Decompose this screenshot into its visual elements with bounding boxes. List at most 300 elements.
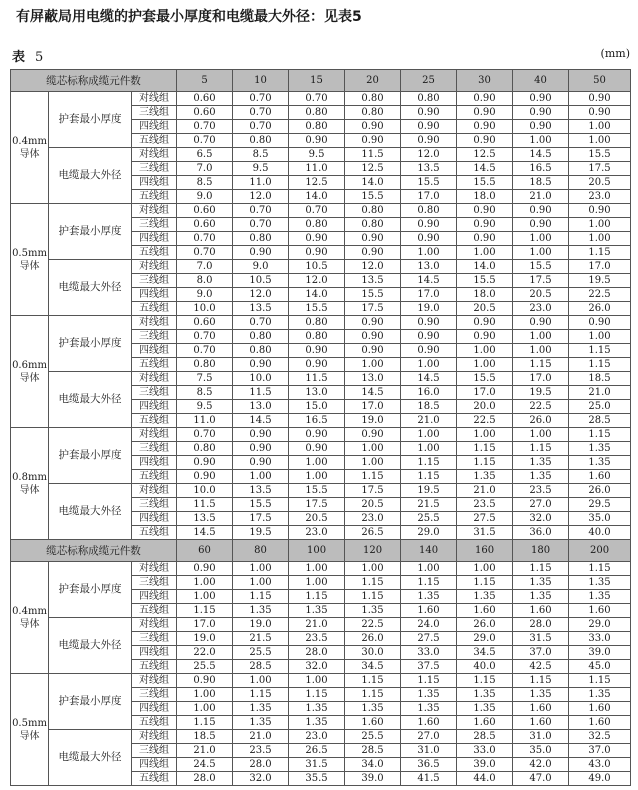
value-cell: 1.00 [569,330,631,344]
sheath-thickness-label: 护套最小厚度 [49,316,132,372]
value-cell: 25.5 [177,660,233,674]
value-cell: 1.00 [401,246,457,260]
group-type: 四线组 [132,120,177,134]
value-cell: 1.15 [289,590,345,604]
value-cell: 18.0 [457,190,513,204]
value-cell: 0.90 [233,442,289,456]
value-cell: 1.00 [289,576,345,590]
value-cell: 37.0 [513,646,569,660]
table-row [11,260,631,274]
value-cell: 36.5 [401,758,457,772]
value-cell: 25.0 [569,400,631,414]
value-cell: 0.70 [233,316,289,330]
value-cell: 12.5 [345,162,401,176]
value-cell: 1.00 [457,246,513,260]
value-cell: 1.15 [401,470,457,484]
group-type: 三线组 [132,632,177,646]
value-cell: 0.90 [177,470,233,484]
value-cell: 0.90 [513,316,569,330]
value-cell: 1.00 [345,442,401,456]
value-cell: 1.35 [569,456,631,470]
value-cell: 0.90 [345,428,401,442]
value-cell: 1.35 [345,702,401,716]
cable-diameter-label: 电缆最大外径 [49,372,132,428]
header-count: 120 [345,540,401,562]
value-cell: 10.0 [177,484,233,498]
value-cell: 27.5 [401,632,457,646]
value-cell: 1.00 [457,562,513,576]
value-cell: 19.0 [345,414,401,428]
group-type: 五线组 [132,414,177,428]
value-cell: 0.80 [289,316,345,330]
value-cell: 15.5 [457,372,513,386]
value-cell: 0.90 [513,204,569,218]
value-cell: 1.00 [401,442,457,456]
value-cell: 0.80 [345,106,401,120]
value-cell: 45.0 [569,660,631,674]
value-cell: 0.70 [233,106,289,120]
value-cell: 10.0 [233,372,289,386]
value-cell: 9.5 [289,148,345,162]
value-cell: 0.80 [345,204,401,218]
value-cell: 1.15 [457,576,513,590]
value-cell: 1.00 [569,120,631,134]
value-cell: 0.80 [289,106,345,120]
value-cell: 0.90 [401,344,457,358]
value-cell: 19.0 [401,302,457,316]
value-cell: 17.0 [457,386,513,400]
value-cell: 0.80 [233,134,289,148]
value-cell: 1.60 [569,702,631,716]
value-cell: 0.70 [233,120,289,134]
value-cell: 1.15 [513,442,569,456]
value-cell: 11.5 [233,386,289,400]
value-cell: 23.5 [513,484,569,498]
value-cell: 0.90 [289,344,345,358]
value-cell: 17.0 [345,400,401,414]
value-cell: 28.0 [289,646,345,660]
value-cell: 0.90 [233,456,289,470]
value-cell: 20.5 [513,288,569,302]
value-cell: 1.60 [401,716,457,730]
header-count: 30 [457,70,513,92]
value-cell: 1.60 [513,702,569,716]
value-cell: 22.5 [513,400,569,414]
value-cell: 1.35 [289,604,345,618]
value-cell: 1.35 [233,702,289,716]
value-cell: 0.70 [233,92,289,106]
group-type: 五线组 [132,302,177,316]
conductor-label: 0.4mm导体 [11,92,49,204]
value-cell: 1.00 [513,134,569,148]
table-label-text: 表 [12,50,26,65]
table-row [11,730,631,744]
value-cell: 0.90 [457,106,513,120]
table-row [11,316,631,330]
value-cell: 0.90 [513,92,569,106]
value-cell: 31.0 [513,730,569,744]
value-cell: 14.5 [177,526,233,540]
value-cell: 33.0 [401,646,457,660]
value-cell: 1.60 [513,716,569,730]
group-type: 对线组 [132,204,177,218]
value-cell: 9.0 [233,260,289,274]
value-cell: 17.5 [233,512,289,526]
value-cell: 43.0 [569,758,631,772]
table-body [11,70,631,786]
value-cell: 1.00 [513,232,569,246]
value-cell: 10.5 [289,260,345,274]
value-cell: 0.70 [177,120,233,134]
value-cell: 0.90 [177,562,233,576]
value-cell: 21.0 [289,618,345,632]
value-cell: 17.5 [289,498,345,512]
value-cell: 1.60 [569,716,631,730]
value-cell: 0.80 [233,330,289,344]
value-cell: 0.90 [345,330,401,344]
group-type: 四线组 [132,456,177,470]
value-cell: 17.5 [345,302,401,316]
value-cell: 30.0 [345,646,401,660]
group-type: 三线组 [132,576,177,590]
value-cell: 13.0 [345,372,401,386]
sheath-thickness-label: 护套最小厚度 [49,562,132,618]
group-type: 三线组 [132,218,177,232]
value-cell: 1.35 [401,688,457,702]
table-row [11,618,631,632]
group-type: 对线组 [132,148,177,162]
value-cell: 10.5 [233,274,289,288]
value-cell: 1.00 [345,562,401,576]
value-cell: 0.70 [177,428,233,442]
group-type: 五线组 [132,190,177,204]
value-cell: 15.5 [457,274,513,288]
value-cell: 8.5 [177,176,233,190]
value-cell: 1.60 [457,604,513,618]
value-cell: 0.90 [289,134,345,148]
value-cell: 29.0 [569,618,631,632]
value-cell: 0.70 [177,232,233,246]
value-cell: 28.5 [457,730,513,744]
value-cell: 0.90 [177,456,233,470]
group-type: 对线组 [132,618,177,632]
value-cell: 1.15 [345,470,401,484]
value-cell: 0.90 [401,106,457,120]
value-cell: 0.90 [457,134,513,148]
value-cell: 1.35 [457,590,513,604]
value-cell: 34.5 [345,660,401,674]
group-type: 三线组 [132,330,177,344]
value-cell: 29.0 [401,526,457,540]
group-type: 对线组 [132,316,177,330]
value-cell: 17.5 [345,484,401,498]
conductor-label: 0.5mm导体 [11,204,49,316]
value-cell: 1.00 [513,330,569,344]
value-cell: 1.15 [401,456,457,470]
value-cell: 1.00 [233,674,289,688]
header-count: 50 [569,70,631,92]
value-cell: 0.70 [233,204,289,218]
value-cell: 12.5 [289,176,345,190]
value-cell: 1.00 [289,562,345,576]
value-cell: 1.15 [457,442,513,456]
group-type: 四线组 [132,646,177,660]
value-cell: 0.60 [177,106,233,120]
value-cell: 1.35 [569,576,631,590]
value-cell: 0.90 [345,134,401,148]
value-cell: 18.5 [401,400,457,414]
value-cell: 0.90 [457,330,513,344]
value-cell: 14.5 [401,372,457,386]
value-cell: 1.00 [513,344,569,358]
sheath-thickness-label: 护套最小厚度 [49,92,132,148]
value-cell: 0.90 [569,204,631,218]
value-cell: 0.60 [177,92,233,106]
value-cell: 13.5 [233,484,289,498]
value-cell: 15.5 [401,176,457,190]
value-cell: 20.0 [457,400,513,414]
cable-diameter-label: 电缆最大外径 [49,148,132,204]
header-count: 10 [233,70,289,92]
value-cell: 0.90 [513,218,569,232]
value-cell: 20.5 [289,512,345,526]
value-cell: 7.0 [177,162,233,176]
cable-diameter-label: 电缆最大外径 [49,260,132,316]
value-cell: 26.0 [345,632,401,646]
value-cell: 1.15 [345,674,401,688]
group-type: 三线组 [132,386,177,400]
value-cell: 26.5 [289,744,345,758]
value-cell: 0.90 [401,120,457,134]
value-cell: 13.0 [401,260,457,274]
value-cell: 1.35 [457,688,513,702]
header-count: 160 [457,540,513,562]
group-type: 三线组 [132,162,177,176]
value-cell: 1.15 [233,688,289,702]
header-count: 25 [401,70,457,92]
value-cell: 1.15 [345,688,401,702]
value-cell: 20.5 [457,302,513,316]
value-cell: 0.80 [177,442,233,456]
value-cell: 1.15 [569,358,631,372]
value-cell: 9.0 [177,190,233,204]
value-cell: 1.15 [233,590,289,604]
value-cell: 31.5 [457,526,513,540]
value-cell: 23.0 [289,730,345,744]
value-cell: 19.5 [233,526,289,540]
conductor-label: 0.8mm导体 [11,428,49,540]
value-cell: 1.00 [345,358,401,372]
value-cell: 31.0 [401,744,457,758]
value-cell: 1.00 [289,674,345,688]
group-type: 五线组 [132,660,177,674]
value-cell: 14.0 [457,260,513,274]
group-type: 四线组 [132,344,177,358]
value-cell: 12.0 [401,148,457,162]
value-cell: 0.90 [233,428,289,442]
value-cell: 1.00 [401,428,457,442]
value-cell: 39.0 [457,758,513,772]
group-type: 四线组 [132,232,177,246]
table-row [11,428,631,442]
value-cell: 1.60 [401,604,457,618]
group-type: 五线组 [132,358,177,372]
value-cell: 28.5 [569,414,631,428]
value-cell: 21.0 [457,484,513,498]
group-type: 四线组 [132,590,177,604]
group-type: 三线组 [132,442,177,456]
value-cell: 1.15 [569,428,631,442]
table-row [11,92,631,106]
value-cell: 31.5 [289,758,345,772]
value-cell: 0.80 [233,344,289,358]
value-cell: 0.80 [177,358,233,372]
group-type: 对线组 [132,730,177,744]
header-count: 180 [513,540,569,562]
group-type: 四线组 [132,512,177,526]
value-cell: 35.0 [513,744,569,758]
value-cell: 17.0 [513,372,569,386]
value-cell: 1.35 [233,604,289,618]
value-cell: 1.00 [177,688,233,702]
value-cell: 14.5 [401,274,457,288]
value-cell: 1.35 [289,702,345,716]
value-cell: 6.5 [177,148,233,162]
value-cell: 28.0 [233,758,289,772]
header-count: 20 [345,70,401,92]
value-cell: 15.5 [569,148,631,162]
value-cell: 1.15 [569,246,631,260]
value-cell: 0.80 [289,330,345,344]
value-cell: 0.80 [345,92,401,106]
value-cell: 29.5 [569,498,631,512]
value-cell: 1.60 [569,470,631,484]
value-cell: 14.5 [457,162,513,176]
value-cell: 9.0 [177,288,233,302]
group-type: 三线组 [132,106,177,120]
value-cell: 0.90 [289,358,345,372]
value-cell: 1.35 [401,590,457,604]
table-row [11,372,631,386]
value-cell: 1.00 [457,358,513,372]
cable-diameter-label: 电缆最大外径 [49,484,132,540]
value-cell: 39.0 [569,646,631,660]
value-cell: 21.0 [401,414,457,428]
value-cell: 37.5 [401,660,457,674]
value-cell: 22.5 [457,414,513,428]
value-cell: 12.0 [233,288,289,302]
value-cell: 0.80 [401,92,457,106]
group-type: 四线组 [132,758,177,772]
value-cell: 0.90 [345,246,401,260]
table-row [11,674,631,688]
value-cell: 0.70 [233,218,289,232]
value-cell: 11.0 [289,162,345,176]
value-cell: 15.5 [513,260,569,274]
value-cell: 47.0 [513,772,569,786]
value-cell: 16.5 [289,414,345,428]
value-cell: 21.0 [513,190,569,204]
value-cell: 0.90 [457,120,513,134]
value-cell: 39.0 [345,772,401,786]
value-cell: 8.5 [177,386,233,400]
value-cell: 1.35 [513,688,569,702]
value-cell: 0.90 [289,232,345,246]
value-cell: 0.80 [289,218,345,232]
value-cell: 37.0 [569,744,631,758]
value-cell: 1.00 [289,456,345,470]
value-cell: 0.80 [289,120,345,134]
value-cell: 0.90 [401,134,457,148]
value-cell: 28.0 [177,772,233,786]
value-cell: 17.0 [401,288,457,302]
value-cell: 0.90 [569,92,631,106]
value-cell: 0.90 [289,246,345,260]
value-cell: 21.0 [569,386,631,400]
value-cell: 0.90 [457,232,513,246]
value-cell: 9.5 [177,400,233,414]
value-cell: 17.0 [569,260,631,274]
value-cell: 26.0 [513,414,569,428]
value-cell: 19.0 [177,632,233,646]
value-cell: 0.90 [569,106,631,120]
value-cell: 17.0 [401,190,457,204]
conductor-label: 0.6mm导体 [11,316,49,428]
group-type: 五线组 [132,716,177,730]
value-cell: 1.15 [513,358,569,372]
value-cell: 13.5 [401,162,457,176]
group-type: 四线组 [132,400,177,414]
group-type: 五线组 [132,604,177,618]
value-cell: 1.15 [569,562,631,576]
value-cell: 8.5 [233,148,289,162]
header-count: 5 [177,70,233,92]
value-cell: 1.35 [513,456,569,470]
group-type: 五线组 [132,470,177,484]
value-cell: 25.5 [401,512,457,526]
value-cell: 12.0 [345,260,401,274]
group-type: 三线组 [132,688,177,702]
group-type: 对线组 [132,674,177,688]
value-cell: 1.15 [345,576,401,590]
value-cell: 15.5 [457,176,513,190]
value-cell: 18.5 [513,176,569,190]
value-cell: 1.00 [289,470,345,484]
value-cell: 0.90 [457,316,513,330]
value-cell: 1.15 [177,604,233,618]
value-cell: 1.35 [569,442,631,456]
value-cell: 1.60 [569,604,631,618]
value-cell: 1.00 [177,590,233,604]
value-cell: 0.70 [177,330,233,344]
value-cell: 0.70 [289,92,345,106]
conductor-label: 0.4mm导体 [11,562,49,674]
header-label: 缆芯标称成缆元件数 [11,70,177,92]
value-cell: 11.5 [177,498,233,512]
value-cell: 0.90 [457,92,513,106]
value-cell: 33.0 [569,632,631,646]
header-count: 200 [569,540,631,562]
value-cell: 12.0 [289,274,345,288]
value-cell: 22.0 [177,646,233,660]
group-type: 五线组 [132,246,177,260]
value-cell: 9.5 [233,162,289,176]
value-cell: 11.0 [233,176,289,190]
table-row [11,484,631,498]
value-cell: 16.5 [513,162,569,176]
value-cell: 23.0 [569,190,631,204]
value-cell: 1.00 [233,562,289,576]
